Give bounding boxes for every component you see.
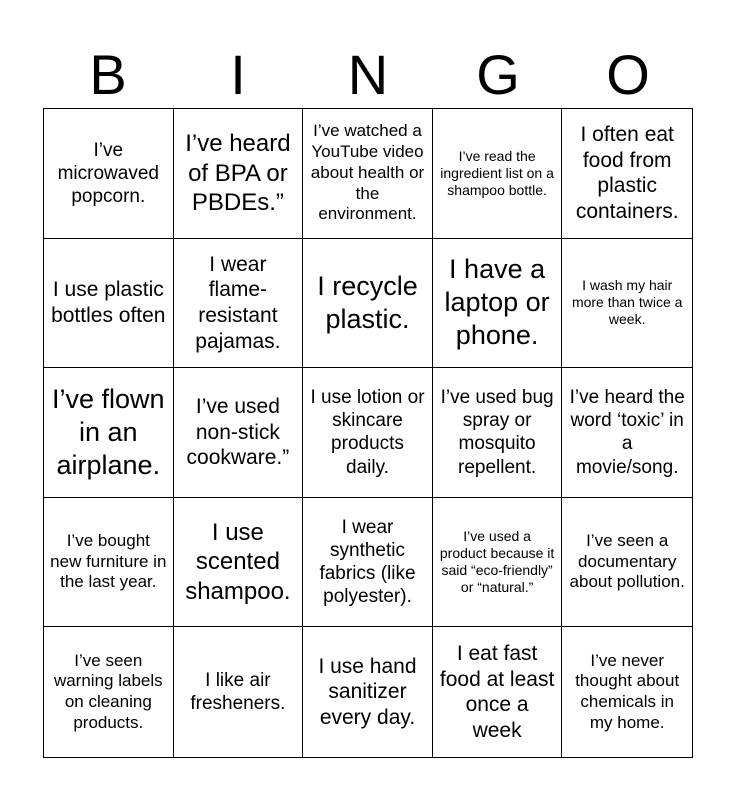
bingo-cell: I use plastic bottles often — [44, 239, 174, 369]
header-letter-n: N — [347, 43, 389, 106]
bingo-cell: I’ve heard of BPA or PBDEs.” — [174, 109, 304, 239]
bingo-cell: I wear synthetic fabrics (like polyester). — [303, 498, 433, 628]
bingo-cell: I’ve seen a documentary about pollution. — [562, 498, 692, 628]
bingo-header — [43, 42, 693, 108]
bingo-board — [43, 108, 693, 758]
bingo-cell: I wash my hair more than twice a week. — [562, 239, 692, 369]
bingo-cell: I recycle plastic. — [303, 239, 433, 369]
bingo-cell: I use scented shampoo. — [174, 498, 304, 628]
bingo-cell: I wear flame-resistant pajamas. — [174, 239, 304, 369]
bingo-cell: I’ve seen warning labels on cleaning products. — [44, 627, 174, 757]
bingo-cell: I use lotion or skincare products daily. — [303, 368, 433, 498]
header-letter-g: G — [476, 43, 520, 106]
bingo-cell: I’ve watched a YouTube video about health or the environment. — [303, 109, 433, 239]
bingo-cell: I’ve microwaved popcorn. — [44, 109, 174, 239]
bingo-cell: I’ve never thought about chemicals in my home. — [575, 650, 680, 732]
bingo-cell: I’ve bought new furniture in the last year. — [44, 498, 174, 628]
bingo-cell: I’ve flown in an airplane. — [44, 368, 174, 498]
bingo-cell: I often eat food from plastic containers. — [562, 109, 692, 239]
bingo-cell: I’ve heard the word ‘toxic’ in a movie/song. — [562, 368, 692, 498]
bingo-cell: I’ve used bug spray or mosquito repellent. — [433, 368, 563, 498]
bingo-cell: I’ve used a product because it said “eco-friendly” or “natural.” — [433, 498, 563, 628]
bingo-cell: I’ve used non-stick cookware.” — [174, 368, 304, 498]
bingo-cell: I like air fresheners. — [174, 627, 304, 757]
bingo-cell: I’ve read the ingredient list on a shampoo bottle. — [433, 109, 563, 239]
bingo-cell: I have a laptop or phone. — [433, 239, 563, 369]
bingo-cell: I eat fast food at least once a week — [433, 627, 563, 757]
header-letter-i: I — [230, 43, 246, 106]
header-letter-b: B — [89, 43, 127, 106]
bingo-cell: I use hand sanitizer every day. — [303, 627, 433, 757]
header-letter-o: O — [606, 43, 650, 106]
